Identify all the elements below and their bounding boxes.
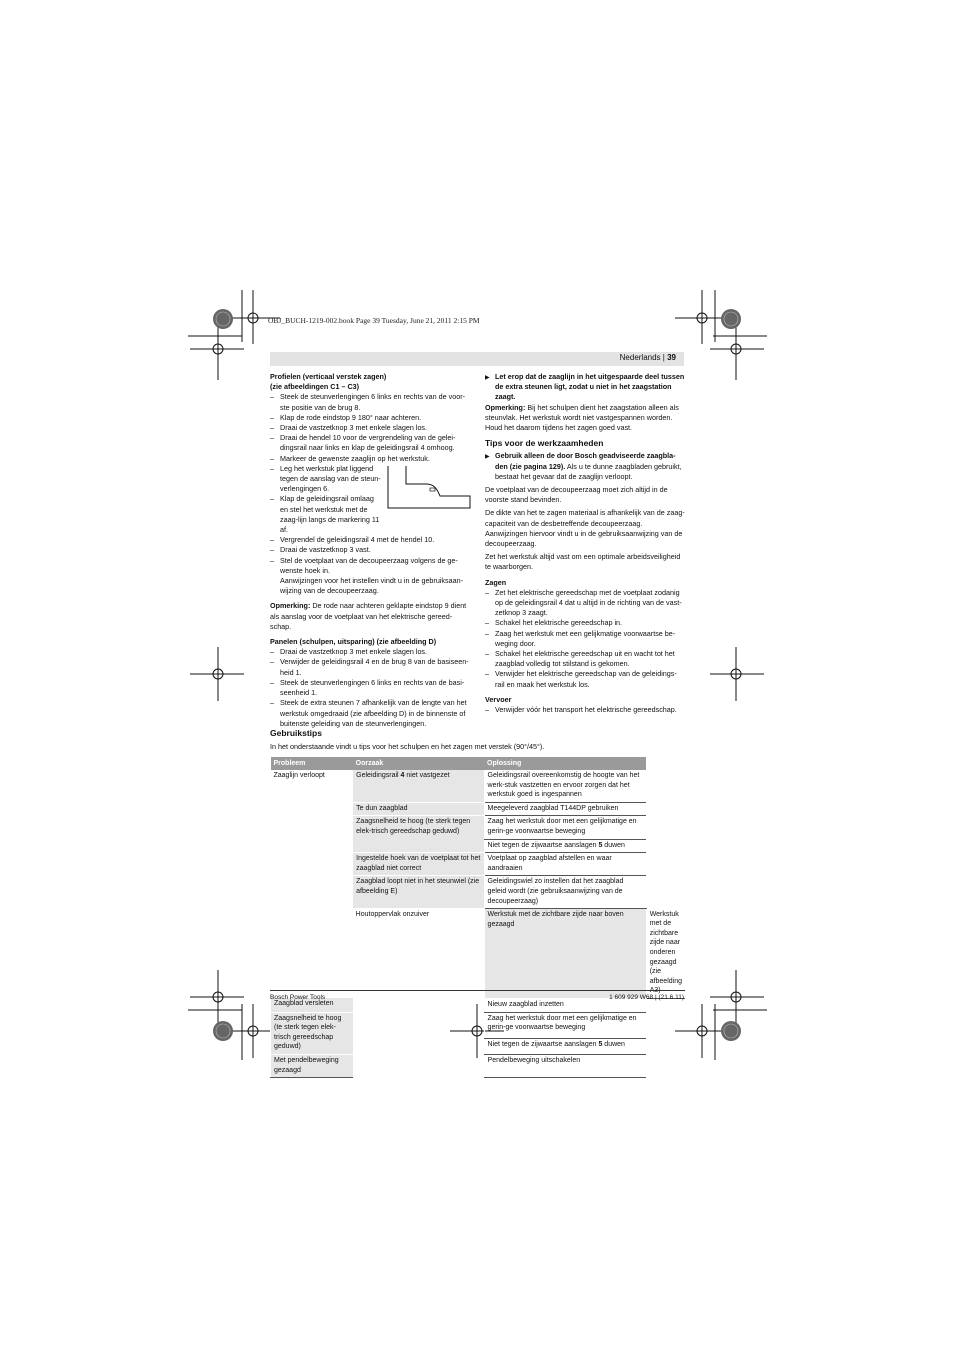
list-item: – Zaag het werkstuk met een gelijkmatige voorwaartse be-weging door.: [485, 628, 676, 648]
footer-rule: [270, 990, 685, 991]
warning-bullet: ▶ Gebruik alleen de door Bosch geadviseerde zaagbla-den (zie pagina 129). Als u te dunne zaagbladen gebruikt, bestaat het gevaar dat de zaaglijn verloopt.: [485, 451, 682, 481]
list-item: – Stel de voetplaat van de decoupeerzaag volgens de ge-wenste hoek in.: [270, 555, 458, 575]
paragraph: Zet het werkstuk altijd vast om een optimale arbeidsveiligheid te waarborgen.: [485, 552, 681, 572]
list-item: – Steek de extra steunen 7 afhankelijk van de lengte van het werkstuk omgedraaid (zie afbeelding D) in de binnenste of buitenste geleiding van de steunverlengingen.: [270, 698, 467, 728]
footer-docnum: 1 609 929 W68 | (21.6.11): [609, 994, 684, 1001]
solution-cell: Zaag het werkstuk door met een gelijkmatige en gerin-ge voorwaartse beweging: [484, 1012, 646, 1039]
list-item: – Verwijder het elektrische gereedschap van de geleidings-rail en maak het werkstuk los.: [485, 669, 677, 689]
solution-cell: Pendelbeweging uitschakelen: [484, 1054, 646, 1077]
solution-cell: Geleidingswiel zo instellen dat het zaagblad geleid wordt (zie gebruiksaanwijzing van de decoupeerzaag): [484, 876, 646, 909]
column-header: Oorzaak: [353, 757, 484, 770]
list-item: – Verwijder vóór het transport het elektrische gereedschap.: [485, 705, 677, 715]
cause-cell: Zaagblad loopt niet in het steunwiel (zie afbeelding E): [353, 876, 484, 909]
list-item: – Draai de vastzetknop 3 vast.: [270, 545, 371, 555]
list-item: – Draai de hendel 10 voor de vergrendeling van de gelei-dingsrail naar links en klap de geleidingsrail 4 omhoog.: [270, 433, 456, 453]
figure-row: [270, 464, 470, 535]
page-header: Nederlands | 39: [619, 353, 676, 362]
cause-cell: Met pendelbeweging gezaagd: [271, 1054, 353, 1077]
profielen-note: Opmerking: De rode naar achteren geklapte eindstop 9 dient als aanslag voor de voetplaat van het elektrische gereed-schap.: [270, 601, 467, 631]
paragraph: De dikte van het te zagen materiaal is afhankelijk van de zaag-capaciteit van de desbetreffende decoupeerzaag. Aanwijzingen hiervoor vindt u in de gebruiksaanwijzing van de decoupeerzaag.: [485, 508, 685, 549]
problem-cell: Houtoppervlak onzuiver: [355, 911, 430, 919]
panelen-title: Panelen (schulpen, uitsparing) (zie afbeelding D): [270, 637, 437, 647]
list-item: – Steek de steunverlengingen 6 links en rechts van de voor-ste positie van de brug 8.: [270, 392, 465, 412]
footer-brand: Bosch Power Tools: [270, 994, 326, 1001]
cause-cell: Werkstuk met de zichtbare zijde naar boven gezaagd: [484, 909, 646, 999]
column-header: Probleem: [271, 757, 353, 770]
solution-cell: Werkstuk met de zichtbare zijde naar onderen gezaagd (zie afbeelding: [646, 909, 685, 999]
cause-cell: Te dun zaagblad: [353, 802, 484, 816]
profielen-steps: [270, 392, 470, 463]
solution-cell: Niet tegen de zijwaartse aanslagen 5 duwen: [484, 839, 646, 853]
list-item: – Klap de geleidingsrail omlaag en stel het werkstuk met de zaag-lijn langs de markering 11 af.: [270, 494, 380, 535]
solution-cell: Zaag het werkstuk door met een gelijkmatige en gerin-ge voorwaartse beweging: [484, 816, 646, 839]
cause-cell: Zaagblad versleten: [271, 998, 353, 1012]
list-item: – Draai de vastzetknop 3 met enkele slagen los.: [270, 647, 428, 657]
profielen-subtitle: (zie afbeeldingen C1 – C3): [270, 382, 360, 392]
vervoer-title: Vervoer: [485, 694, 512, 704]
section-name: Nederlands: [619, 353, 661, 362]
page-header-bar: [270, 352, 684, 366]
solution-cell: Nieuw zaagblad inzetten: [484, 998, 646, 1012]
solution-cell: Niet tegen de zijwaartse aanslagen 5 duwen: [484, 1039, 646, 1055]
right-column: [485, 372, 685, 715]
list-item: – Leg het werkstuk plat liggend tegen de aanslag van de steun-verlengingen 6.: [270, 463, 381, 494]
werkzaamheden-title: Tips voor de werkzaamheden: [485, 438, 604, 449]
list-item: – Markeer de gewenste zaaglijn op het werkstuk.: [270, 453, 430, 463]
list-item: – Schakel het elektrische gereedschap uit en wacht tot het zaagblad volledig tot stilstand is gekomen.: [485, 649, 675, 669]
list-item: – Draai de vastzetknop 3 met enkele slagen los.: [270, 423, 428, 433]
zagen-title: Zagen: [485, 577, 507, 587]
cause-cell: Geleidingsrail 4 niet vastgezet: [353, 770, 484, 802]
schulpen-note: Opmerking: Bij het schulpen dient het zaagstation alleen als steunvlak. Het werkstuk wordt niet vastgespannen worden. Houd het daarom tijdens het zagen goed vast.: [485, 402, 679, 433]
profielen-steps-2: [270, 535, 470, 596]
paragraph: De voetplaat van de decoupeerzaag moet zich altijd in de voorste stand bevinden.: [485, 485, 668, 505]
column-header: Oplossing: [484, 757, 646, 770]
troubleshooting-table: [270, 757, 685, 1078]
cause-cell: Zaagsnelheid te hoog (te sterk tegen elek-trisch gereedschap geduwd): [271, 1012, 353, 1054]
list-item: – Vergrendel de geleidingsrail 4 met de hendel 10.: [270, 535, 435, 545]
cause-cell: Ingestelde hoek van de voetplaat tot het zaagblad niet correct: [353, 853, 484, 876]
solution-cell: Meegeleverd zaagblad T144DP gebruiken: [484, 802, 646, 816]
solution-cell: Geleidingsrail overeenkomstig de hoogte van het werk-stuk vastzetten en ervoor zorgen dat het werkstuk goed is ingespannen: [484, 770, 646, 802]
gebruikstips-title: Gebruikstips: [270, 728, 322, 738]
list-item: – Zet het elektrische gereedschap met de voetplaat zodanig op de geleidingsrail 4 dat u altijd in de richting van de vast-zetknop 3 zaagt.: [485, 587, 682, 618]
profielen-title: Profielen (verticaal verstek zagen): [270, 372, 387, 381]
left-column: [270, 372, 470, 729]
list-item: – Verwijder de geleidingsrail 4 en de brug 8 van de basiseen-heid 1.: [270, 657, 469, 677]
list-item: – Schakel het elektrische gereedschap in.: [485, 618, 623, 628]
table-header-row: [271, 757, 686, 770]
list-item: – Steek de steunverlengingen 6 links en rechts van de basi-seenheid 1.: [270, 677, 465, 698]
profile-figure: [382, 464, 470, 535]
warning-bullet: ▶ Let erop dat de zaaglijn in het uitgespaarde deel tussen de extra steunen ligt, zodat u niet in het zaagstation zaagt.: [485, 372, 685, 402]
table-row: [271, 770, 686, 802]
panelen-steps: [270, 647, 470, 729]
gebruikstips-intro: In het onderstaande vindt u tips voor het schulpen en het zagen met verstek (90°/45°).: [270, 742, 545, 751]
list-item-note: Aanwijzingen voor het instellen vindt u in de gebruiksaan-wijzing van de decoupeerzaag.: [280, 576, 463, 596]
list-item: – Klap de rode eindstop 9 180° naar achteren.: [270, 412, 422, 422]
print-header: OBJ_BUCH-1219-002.book Page 39 Tuesday, June 21, 2011 2:15 PM: [268, 316, 480, 325]
problem-cell: Zaaglijn verloopt: [273, 772, 325, 779]
cause-cell: Zaagsnelheid te hoog (te sterk tegen elek-trisch gereedschap geduwd): [353, 816, 484, 853]
page-number: 39: [667, 353, 676, 362]
solution-cell: Voetplaat op zaagblad afstellen en waar aandraaien: [484, 853, 646, 876]
